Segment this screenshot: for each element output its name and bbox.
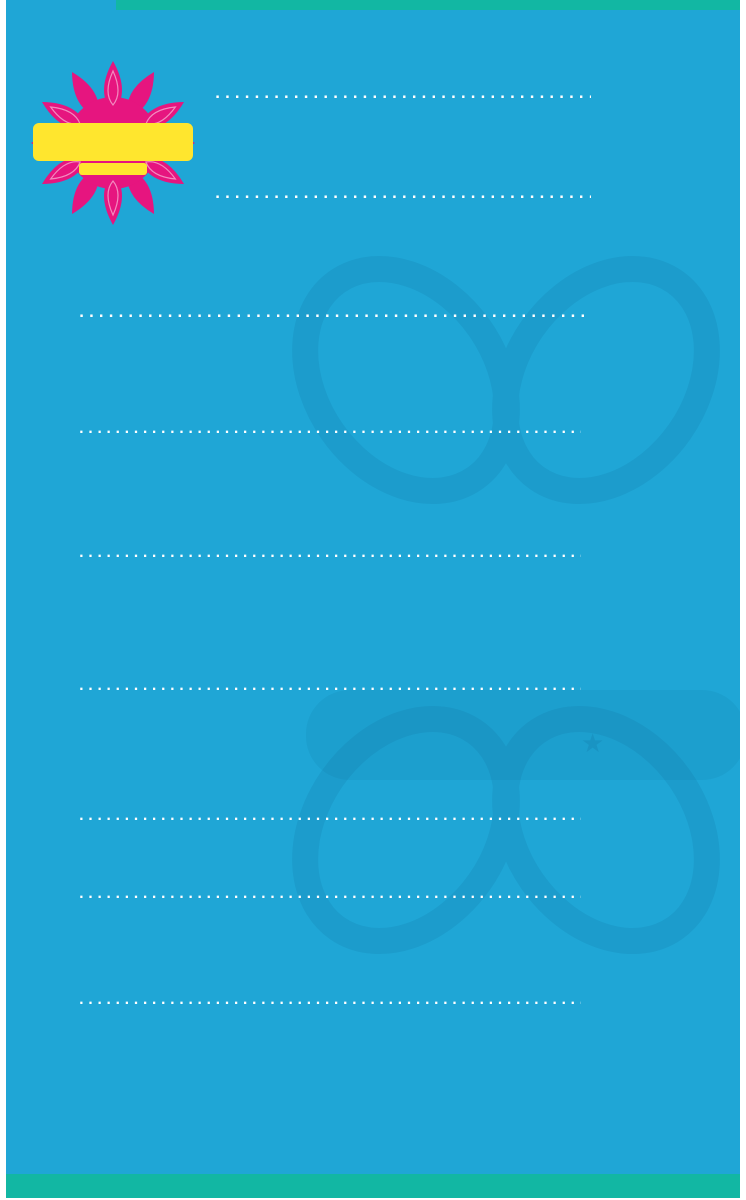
menu-item-alambres (75, 992, 585, 1011)
menu-item-costillas-barbacoa (75, 417, 585, 440)
bottom-floral-border (6, 1110, 740, 1198)
menu-item-churrasco (75, 808, 585, 827)
top-floral-border (116, 0, 740, 82)
menu-item-fajitas (75, 886, 585, 905)
menu-item-salmon-tikin-xic (75, 305, 593, 325)
menu-item-pescado-a-la-talla (211, 186, 595, 206)
menu-item-costillas-bbq-chipote (75, 545, 585, 564)
menu-item-pescado-sarandeado (211, 86, 595, 106)
menu-page (6, 0, 740, 1198)
svg-text:★: ★ (581, 729, 605, 759)
left-floral-border (6, 278, 66, 1108)
logo-flower (28, 58, 198, 228)
menu-item-enchiladas (75, 674, 585, 697)
